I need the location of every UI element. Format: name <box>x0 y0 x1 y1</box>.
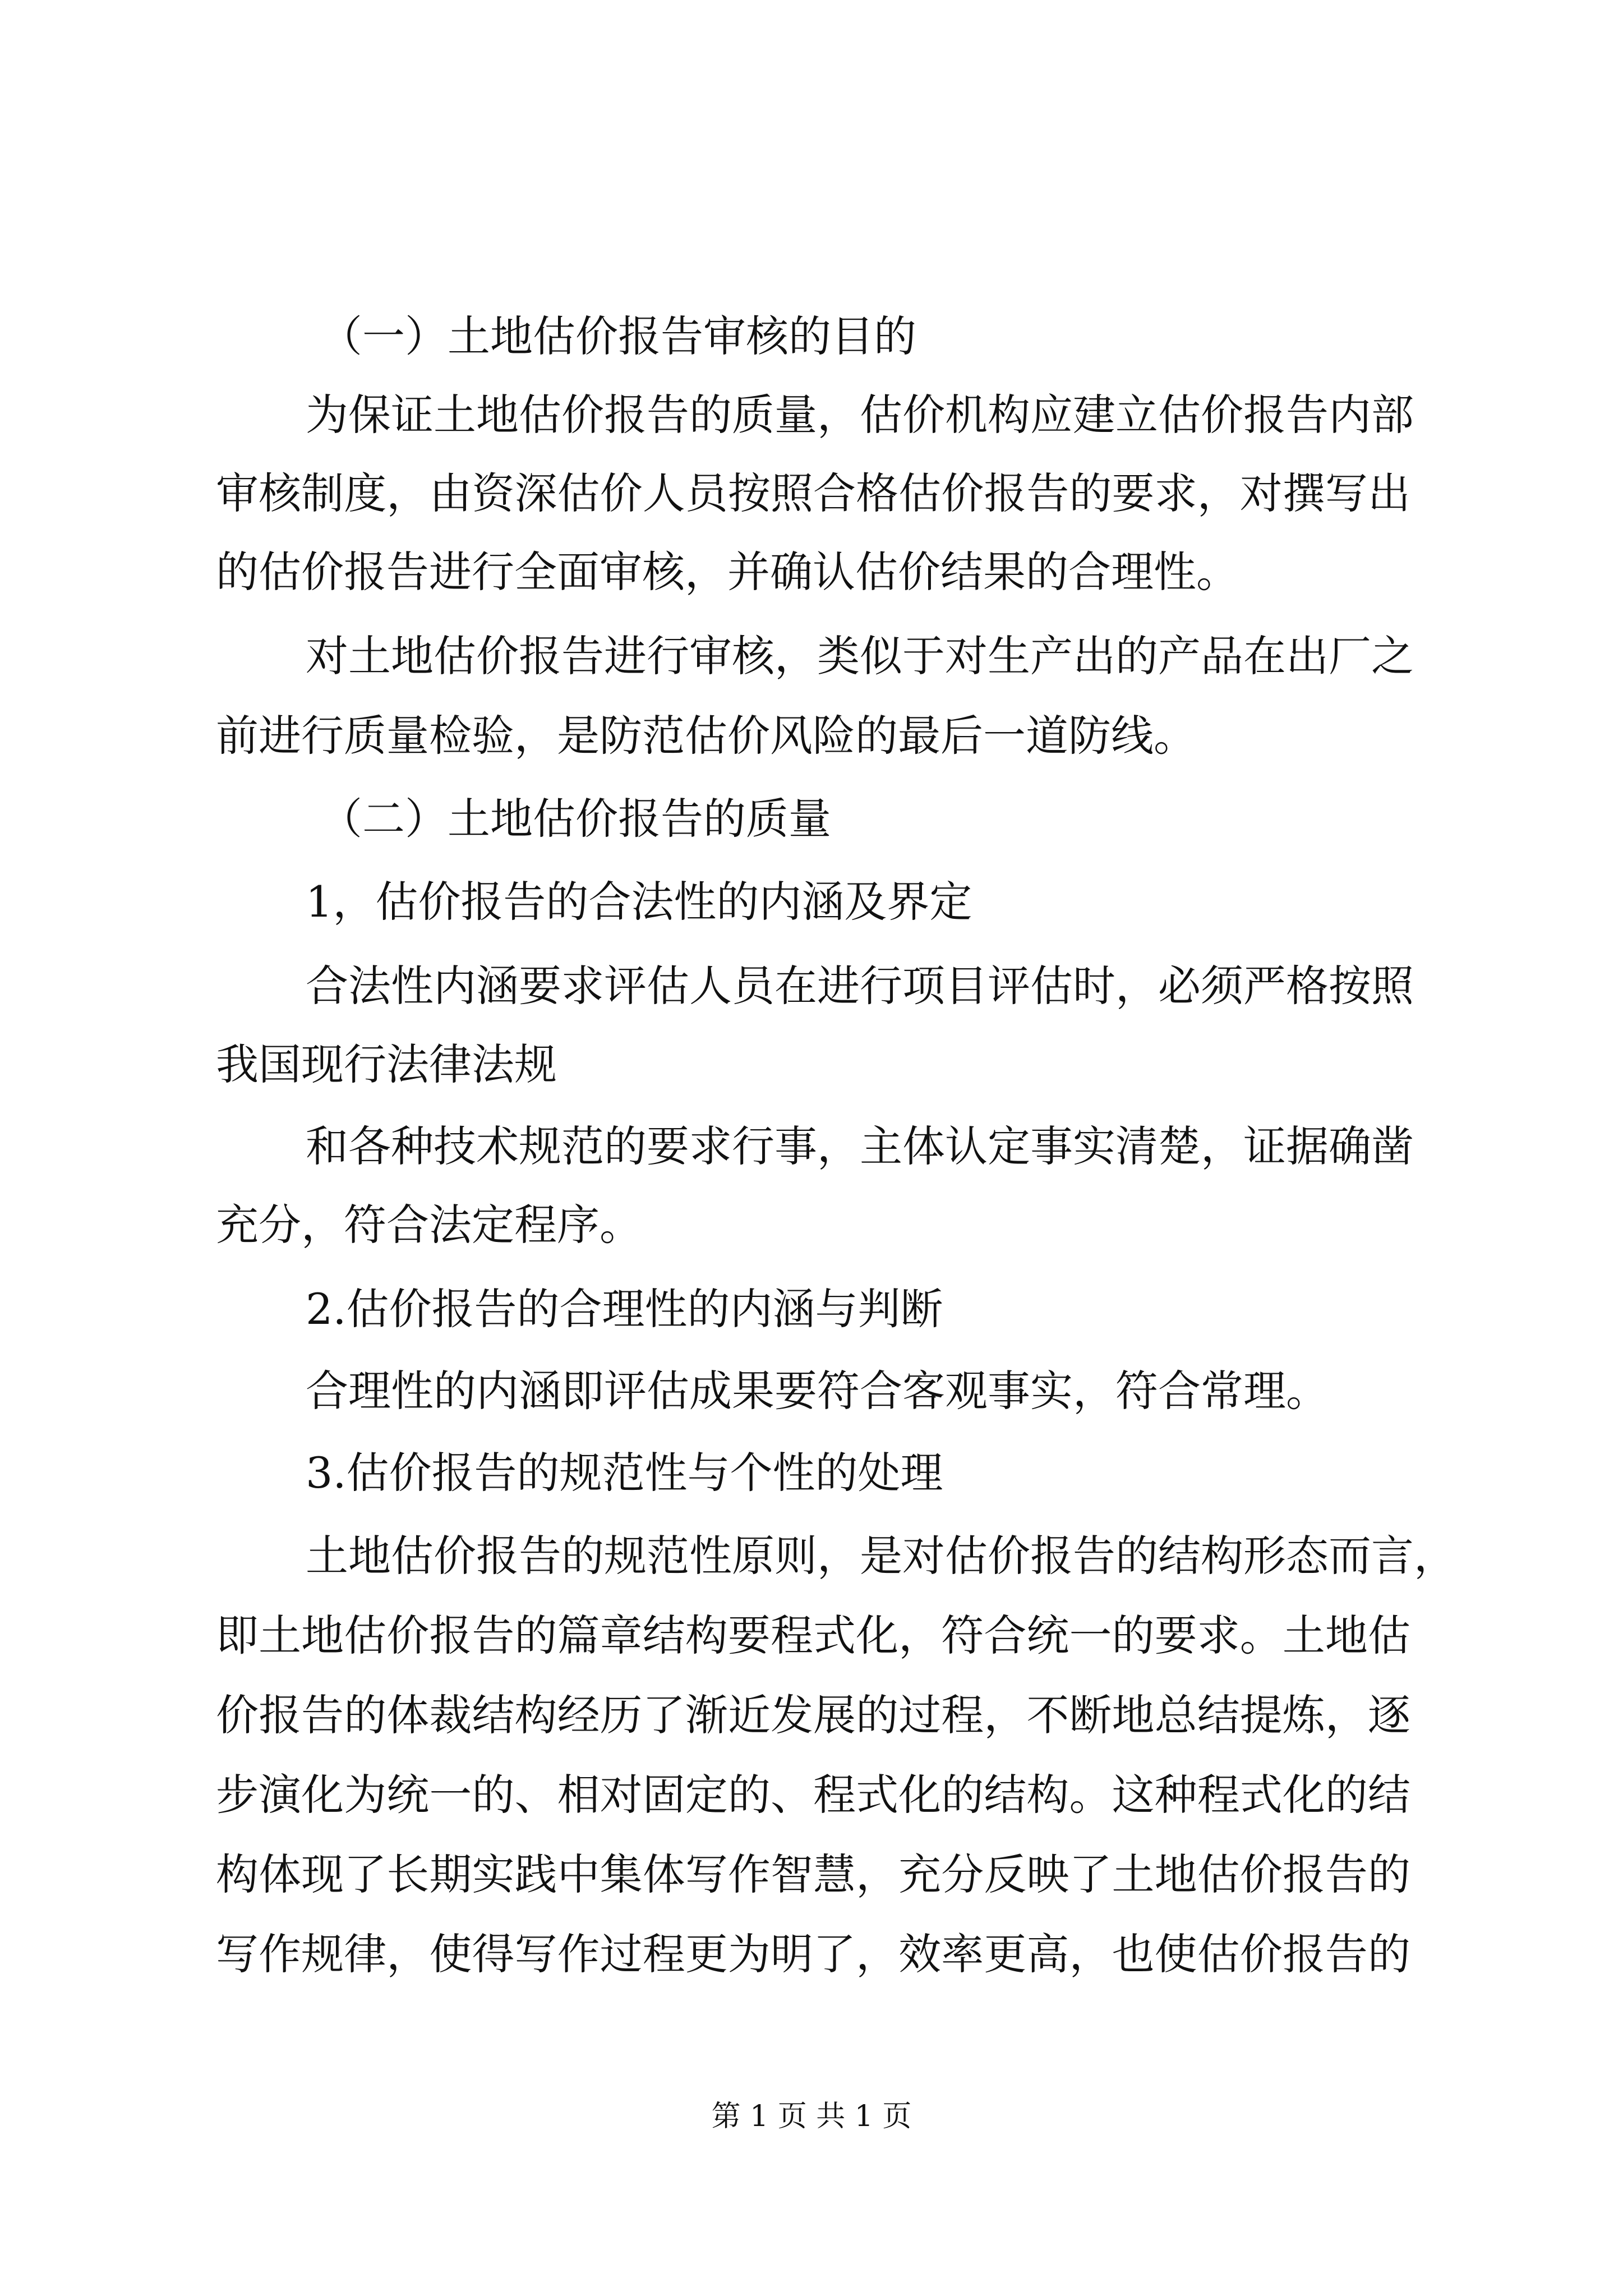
paragraph-line: 价报告的体裁结构经历了渐近发展的过程，不断地总结提炼，逐 <box>216 1690 1410 1740</box>
paragraph-line: 土地估价报告的规范性原则，是对估价报告的结构形态而言， <box>306 1531 1456 1581</box>
paragraph-line: 和各种技术规范的要求行事，主体认定事实清楚，证据确凿 <box>306 1121 1414 1171</box>
paragraph-line: 为保证土地估价报告的质量，估价机构应建立估价报告内部 <box>306 390 1414 440</box>
page-number-footer: 第 1 页 共 1 页 <box>711 2100 912 2133</box>
paragraph-line: 合理性的内涵即评估成果要符合客观事实，符合常理。 <box>306 1366 1329 1416</box>
paragraph-line: 前进行质量检验，是防范估价风险的最后一道防线。 <box>216 711 1196 761</box>
paragraph-line: 充分，符合法定程序。 <box>216 1200 642 1250</box>
paragraph-line: 审核制度，由资深估价人员按照合格估价报告的要求，对撰写出 <box>216 468 1410 518</box>
paragraph-line: 合法性内涵要求评估人员在进行项目评估时，必须严格按照 <box>306 961 1414 1011</box>
paragraph-line: 构体现了长期实践中集体写作智慧，充分反映了土地估价报告的 <box>216 1849 1410 1899</box>
paragraph-line: 对土地估价报告进行审核，类似于对生产出的产品在出厂之 <box>306 631 1414 681</box>
item-title-3: 3.估价报告的规范性与个性的处理 <box>306 1448 943 1498</box>
paragraph-line: 写作规律，使得写作过程更为明了，效率更高，也使估价报告的 <box>216 1929 1410 1979</box>
section-heading-2: （二）土地估价报告的质量 <box>320 794 831 844</box>
paragraph-line: 即土地估价报告的篇章结构要程式化，符合统一的要求。土地估 <box>216 1611 1410 1660</box>
section-heading-1: （一）土地估价报告审核的目的 <box>320 311 916 361</box>
item-title-2: 2.估价报告的合理性的内涵与判断 <box>306 1284 943 1334</box>
paragraph-line: 的估价报告进行全面审核，并确认估价结果的合理性。 <box>216 547 1239 597</box>
item-title-1: 1，估价报告的合法性的内涵及界定 <box>306 877 972 927</box>
paragraph-line: 我国现行法律法规 <box>216 1039 557 1089</box>
paragraph-line: 步演化为统一的、相对固定的、程式化的结构。这种程式化的结 <box>216 1770 1410 1820</box>
